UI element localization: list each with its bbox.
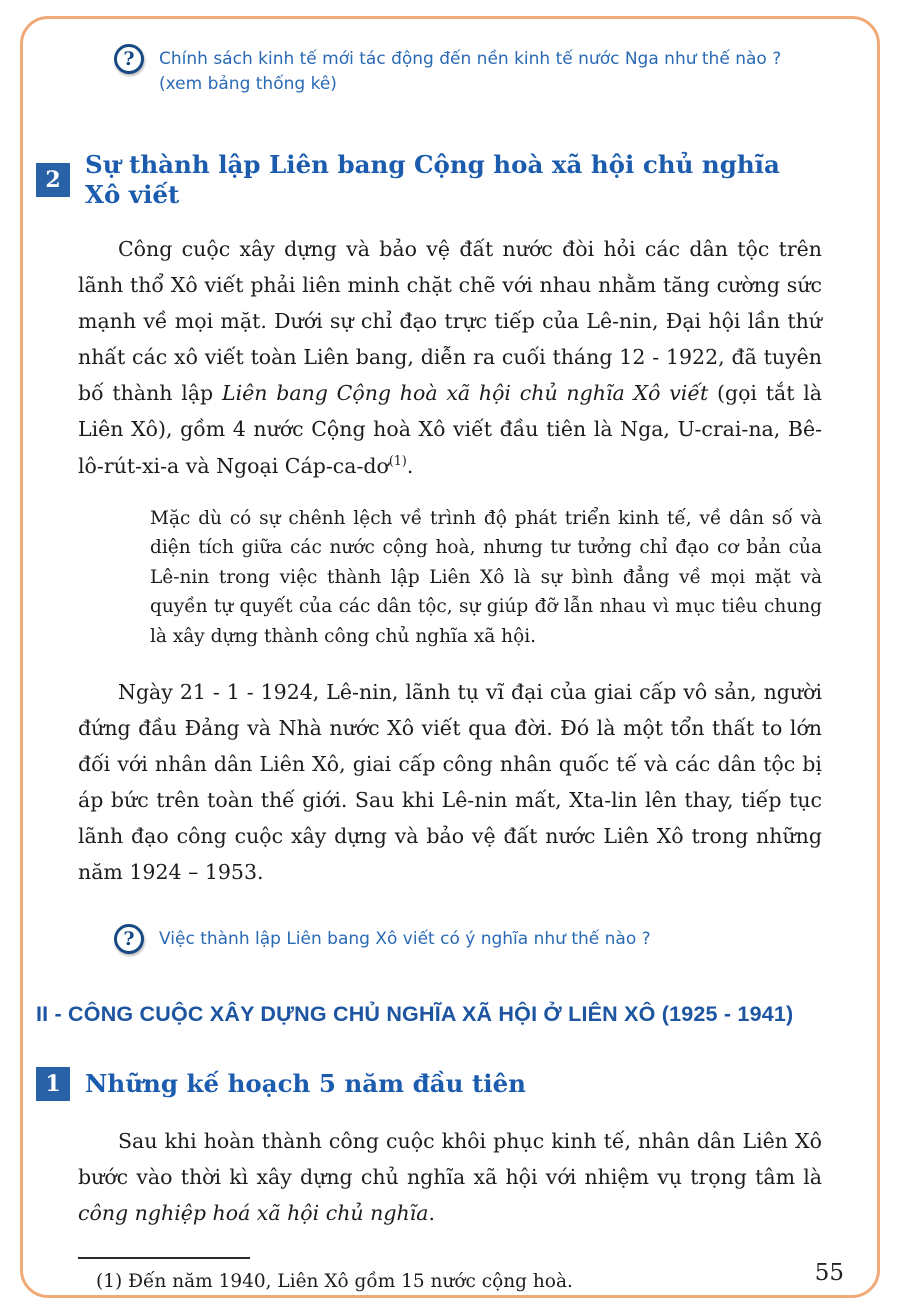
footnote-reference: (1): [388, 452, 407, 468]
section-2-heading: [36, 150, 822, 209]
section-number-badge: 2: [36, 163, 70, 197]
paragraph-lenin-death: Ngày 21 - 1 - 1924, Lê-nin, lãnh tụ vĩ đại của giai cấp vô sản, người đứng đầu Đảng và Nhà nước Xô viết qua đời. Đó là một tổn thất to lớn đối với nhân dân Liên Xô, giai cấp công nhân quốc tế và các dân tộc bị áp bức trên toàn thế giới. Sau khi Lê-nin mất, Xta-lin lên thay, tiếp tục lãnh đạo công cuộc xây dựng và bảo vệ đất nước Liên Xô trong những năm 1924 – 1953.: [78, 679, 822, 884]
footnote-divider: [78, 1257, 250, 1259]
paragraph-five-year-plans: [78, 1123, 822, 1231]
chapter-ii-heading: II - CÔNG CUỘC XÂY DỰNG CHỦ NGHĨA XÃ HỘI Ở LIÊN XÔ (1925 - 1941): [36, 1002, 794, 1027]
question-callout-ussr-meaning: [114, 924, 822, 954]
question-mark-icon: ?: [114, 44, 144, 74]
paragraph-founding-ussr: [78, 231, 822, 484]
section-title: Những kế hoạch 5 năm đầu tiên: [85, 1069, 526, 1099]
page-number: 55: [814, 1260, 844, 1286]
text-run: Công cuộc xây dựng và bảo vệ đất nước đòi hỏi các dân tộc trên lãnh thổ Xô viết phải liên minh chặt chẽ với nhau nhằm tăng cường sức mạnh về mọi mặt. Dưới sự chỉ đạo trực tiếp của Lê-nin, Đại hội lần thứ nhất các xô viết toàn Liên bang, diễn ra cuối tháng 12 - 1922, đã tuyên bố thành lập: [78, 237, 822, 406]
text-run: (gọi tắt là Liên Xô), gồm 4 nước Cộng hoà Xô viết đầu tiên là Nga, U-crai-na, Bê-lô-rút-xi-a và Ngoại Cáp-ca-dơ: [78, 381, 822, 478]
text-run-italic: công nghiệp hoá xã hội chủ nghĩa: [78, 1201, 429, 1226]
section-title: Sự thành lập Liên bang Cộng hoà xã hội chủ nghĩa Xô viết: [85, 150, 780, 209]
question-mark-icon: ?: [114, 924, 144, 954]
question-text: Chính sách kinh tế mới tác động đến nền kinh tế nước Nga như thế nào ? (xem bảng thống kê): [159, 49, 782, 94]
text-run: Sau khi hoàn thành công cuộc khôi phục kinh tế, nhân dân Liên Xô bước vào thời kì xây dựng chủ nghĩa xã hội với nhiệm vụ trọng tâm là: [78, 1129, 822, 1190]
text-run: .: [428, 1201, 435, 1226]
reading-note: Mặc dù có sự chênh lệch về trình độ phát triển kinh tế, về dân số và diện tích giữa các nước cộng hoà, nhưng tư tưởng chỉ đạo cơ bản của Lê-nin trong việc thành lập Liên Xô là sự bình đẳng về mọi mặt và quyền tự quyết của các dân tộc, sự giúp đỡ lẫn nhau vì mục tiêu chung là xây dựng thành công chủ nghĩa xã hội.: [150, 507, 822, 647]
text-run: .: [406, 453, 414, 478]
text-run-italic: Liên bang Cộng hoà xã hội chủ nghĩa Xô viết: [221, 381, 709, 406]
footnote-text: (1) Đến năm 1940, Liên Xô gồm 15 nước cộng hoà.: [96, 1271, 573, 1293]
section-1-heading: [36, 1067, 822, 1101]
question-text: Việc thành lập Liên bang Xô viết có ý nghĩa như thế nào ?: [159, 929, 651, 950]
question-callout-nep: [114, 44, 822, 96]
section-number-badge: 1: [36, 1067, 70, 1101]
